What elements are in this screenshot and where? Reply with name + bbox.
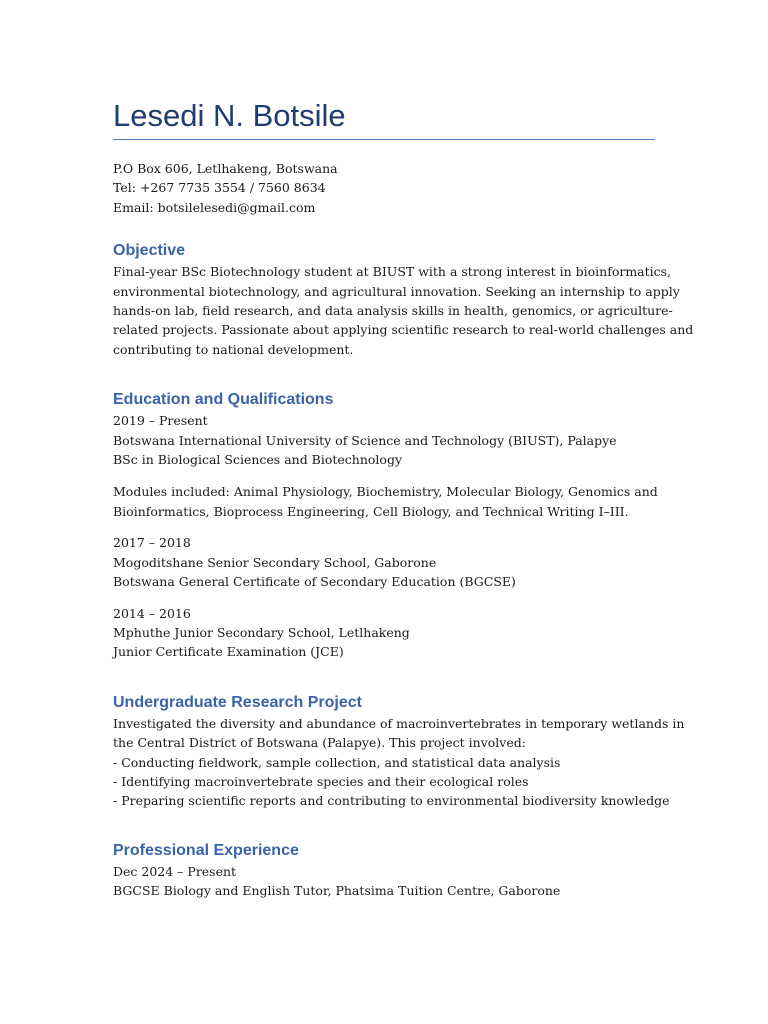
- objective-line: hands-on lab, field research, and data analysis skills in health, genomics, or agriculture-: [113, 303, 673, 319]
- research-bullet: - Conducting fieldwork, sample collection, and statistical data analysis: [113, 754, 561, 770]
- modules-line: Modules included: Animal Physiology, Biochemistry, Molecular Biology, Genomics and: [113, 484, 658, 500]
- research-line: Investigated the diversity and abundance of macroinvertebrates in temporary wetlands in: [113, 715, 685, 731]
- education-entry: [113, 533, 658, 591]
- research-bullet: - Preparing scientific reports and contributing to environmental biodiversity knowledge: [113, 793, 670, 809]
- objective-line: contributing to national development.: [113, 341, 354, 357]
- resume-content: [113, 96, 694, 901]
- candidate-name: Lesedi N. Botsile: [113, 98, 346, 133]
- research-section: [113, 692, 685, 811]
- education-dates: 2014 – 2016: [113, 605, 191, 621]
- education-institution: Mphuthe Junior Secondary School, Letlhakeng: [113, 624, 410, 640]
- objective-line: related projects. Passionate about applying scientific research to real-world challenges and: [113, 322, 694, 338]
- modules-line: Bioinformatics, Bioprocess Engineering, Cell Biology, and Technical Writing I–III.: [113, 503, 629, 519]
- experience-role: BGCSE Biology and English Tutor, Phatsima Tuition Centre, Gaborone: [113, 883, 561, 899]
- education-institution: Botswana International University of Science and Technology (BIUST), Palapye: [113, 432, 617, 448]
- experience-entry: [113, 862, 658, 901]
- research-line: the Central District of Botswana (Palapye). This project involved:: [113, 735, 526, 751]
- experience-section: [113, 840, 658, 901]
- education-modules: [113, 482, 658, 521]
- title-divider: [113, 139, 655, 140]
- education-qualification: Junior Certificate Examination (JCE): [113, 644, 344, 660]
- spacer: [113, 521, 658, 533]
- experience-dates: Dec 2024 – Present: [113, 863, 237, 879]
- education-heading: Education and Qualifications: [113, 391, 334, 409]
- education-section: [113, 389, 658, 661]
- spacer: [113, 469, 658, 482]
- education-entry: [113, 411, 658, 469]
- education-qualification: Botswana General Certificate of Secondary Education (BGCSE): [113, 574, 516, 590]
- education-institution: Mogoditshane Senior Secondary School, Gaborone: [113, 554, 437, 570]
- objective-line: environmental biotechnology, and agricultural innovation. Seeking an internship to apply: [113, 283, 680, 299]
- spacer: [113, 592, 658, 604]
- education-dates: 2019 – Present: [113, 413, 208, 429]
- education-entry: [113, 604, 658, 662]
- experience-heading: Professional Experience: [113, 841, 299, 859]
- address: P.O Box 606, Letlhakeng, Botswana: [113, 161, 338, 176]
- objective-line: Final-year BSc Biotechnology student at BIUST with a strong interest in bioinformatics,: [113, 264, 672, 280]
- telephone: Tel: +267 7735 3554 / 7560 8634: [113, 180, 326, 196]
- objective-text: [113, 262, 694, 359]
- email: Email: botsilelesedi@gmail.com: [113, 199, 316, 215]
- education-dates: 2017 – 2018: [113, 535, 191, 551]
- research-bullet: - Identifying macroinvertebrate species and their ecological roles: [113, 773, 529, 789]
- objective-section: [113, 240, 694, 359]
- contact-block: [113, 159, 658, 217]
- research-heading: Undergraduate Research Project: [113, 693, 362, 711]
- education-qualification: BSc in Biological Sciences and Biotechnology: [113, 452, 403, 468]
- objective-heading: Objective: [113, 242, 186, 260]
